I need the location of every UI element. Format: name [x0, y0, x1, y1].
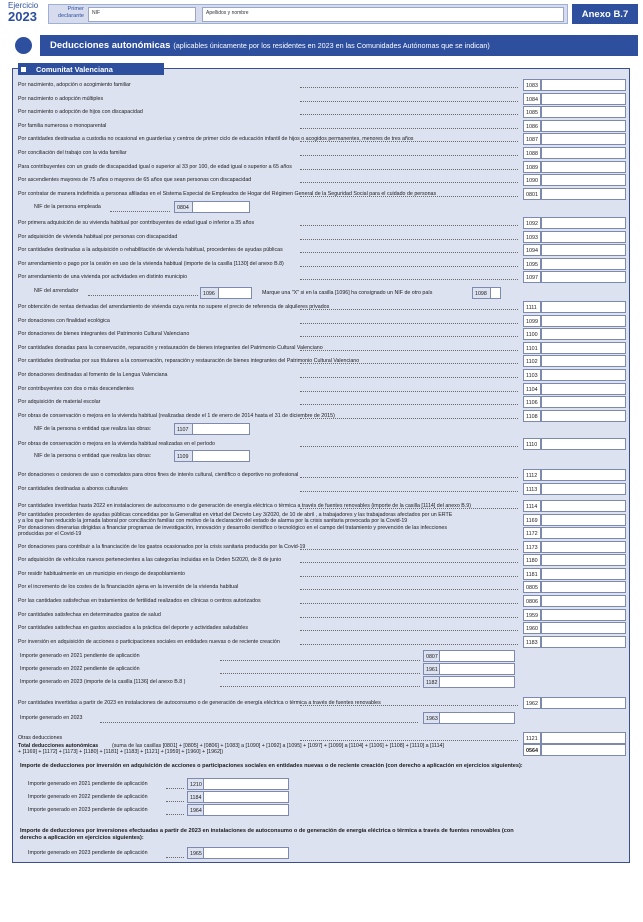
- title-main: Deducciones autonómicas: [50, 40, 171, 51]
- row-1180-label: Por adquisición de vehículos nuevos pertenecientes a las categorías incluidas en la Orden 5/2020, de 8 de junio: [18, 557, 282, 564]
- row-1086-input[interactable]: [541, 120, 626, 132]
- erte-line2: y a los que han reducido la jornada laboral por conciliación familiar con motivo de la declaración del estado de alarma por la crisis sanitaria provocada por la Covid-19: [18, 518, 408, 525]
- row-1094-input[interactable]: [541, 244, 626, 256]
- row-1102-code: 1102: [523, 355, 541, 367]
- renovables-code: 1965: [187, 847, 203, 859]
- row-1110-leader: [300, 446, 518, 447]
- row-1084-input[interactable]: [541, 93, 626, 105]
- row-1089-label: Para contribuyentes con un grado de discapacidad igual o superior al 33 por 100, de edad igual o superior a 65 años: [18, 163, 292, 170]
- row-1095-label: Por arrendamiento o pago por la cesión en uso de la vivienda habitual (importe de la casilla [1130] del anexo B.8): [18, 260, 284, 267]
- row-1102-input[interactable]: [541, 355, 626, 367]
- row-1113-leader: [300, 491, 518, 492]
- row-1085-code: 1085: [523, 106, 541, 118]
- row-1090-leader: [300, 182, 518, 183]
- row-1101-code: 1101: [523, 342, 541, 354]
- row-1086-label: Por familia numerosa o monoparental: [18, 122, 107, 129]
- row-1173-input[interactable]: [541, 541, 626, 553]
- row-1181-input[interactable]: [541, 568, 626, 580]
- row-1103-code: 1103: [523, 369, 541, 381]
- renovables-input[interactable]: [203, 847, 289, 859]
- importe-a-0-code: 0807: [423, 650, 439, 662]
- row-1095-input[interactable]: [541, 258, 626, 270]
- erte-line1: Por cantidades procedentes de ayudas públicas concedidas por la Generalitat en virtud del Decreto Ley 3/2020, de 10 de abril , a trabajadores y las trabajadoras afectados por un ERTE: [18, 512, 453, 519]
- row-0801-label: Por contratar de manera indefinida a personas afiliadas en el Sistema Especial de Empleados de Hogar del Régimen General de la Seguridad Social para el cuidado de personas: [18, 190, 437, 197]
- importe-a-2-code: 1182: [423, 676, 439, 688]
- row-0806-leader: [300, 603, 518, 604]
- importe-a-0-input[interactable]: [439, 650, 515, 662]
- row-1088-label: Por conciliación del trabajo con la vida familiar: [18, 150, 127, 156]
- row-1111-input[interactable]: [541, 301, 626, 313]
- row-1108-input[interactable]: [541, 410, 626, 422]
- row-1101-label: Por cantidades donadas para la conservación, reparación y restauración de bienes integrantes del Patrimonio Cultural Valenciano: [18, 344, 323, 351]
- row-0805-label: Por el incremento de los costes de la financiación ajena en la inversión de la vivienda habitual: [18, 584, 239, 591]
- nif-field[interactable]: [88, 7, 196, 22]
- row-1100-label: Por donaciones de bienes integrantes del Patrimonio Cultural Valenciano: [18, 331, 190, 338]
- row-1108-code: 1108: [523, 410, 541, 422]
- ejercicio-label: Ejercicio: [8, 1, 39, 10]
- row-1960-input[interactable]: [541, 622, 626, 634]
- importe-a-0-label: Importe generado en 2021 pendiente de aplicación: [20, 653, 140, 660]
- row-1093-label: Por adquisición de vivienda habitual por personas con discapacidad: [18, 233, 178, 240]
- importe-a-2-input[interactable]: [439, 676, 515, 688]
- nif-obras2-label: NIF de la persona o entidad que realiza las obras:: [34, 453, 152, 460]
- row-1111-label: Por obtención de rentas derivadas del arrendamiento de vivienda cuya renta no supere el precio de referencia de alquileres privados: [18, 303, 330, 310]
- row-1086-code: 1086: [523, 120, 541, 132]
- row-1183-input[interactable]: [541, 636, 626, 648]
- row-1083-input[interactable]: [541, 79, 626, 91]
- covid-line2: producidas por el Covid-19: [18, 530, 82, 537]
- row-1121-code: 1121: [523, 732, 541, 744]
- row-1093-input[interactable]: [541, 231, 626, 243]
- row-1100-input[interactable]: [541, 328, 626, 340]
- acciones-title: Importe de deducciones por inversión en adquisición de acciones o participaciones sociales en entidades nuevas o de reciente creación (con derecho a aplicación en ejercicios siguientes):: [20, 763, 523, 770]
- acciones-2-code: 1964: [187, 804, 203, 816]
- row-1094-label: Por cantidades destinadas a la adquisición o rehabilitación de vivienda habitual, procedentes de ayudas públicas: [18, 247, 283, 254]
- marque-label: Marque una "X" si en la casilla [1096] ha consignado un NIF de otro país: [262, 289, 433, 296]
- row-1095-code: 1095: [523, 258, 541, 270]
- nif-obras2-input[interactable]: [192, 450, 250, 462]
- importe-a-1-code: 1961: [423, 663, 439, 675]
- row-1083-code: 1083: [523, 79, 541, 91]
- row-1099-input[interactable]: [541, 315, 626, 327]
- row-1104-label: Por contribuyentes con dos o más descendientes: [18, 385, 134, 392]
- row-1104-leader: [300, 391, 518, 392]
- row-1095-leader: [300, 266, 518, 267]
- nif-label: NIF: [92, 10, 101, 16]
- row-1085-leader: [300, 114, 518, 115]
- row-1173-leader: [300, 549, 518, 550]
- row-1108-label: Por obras de conservación o mejora en la vivienda habitual (realizadas desde el 1 de enero de 2014 hasta el 31 de diciembre de 2015): [18, 412, 335, 419]
- row-1106-input[interactable]: [541, 396, 626, 408]
- row-1962-code: 1962: [523, 697, 541, 709]
- row-1089-leader: [300, 169, 518, 170]
- total-code: 0564: [523, 744, 541, 756]
- acciones-0-leader: [166, 788, 184, 789]
- acciones-2-input[interactable]: [203, 804, 289, 816]
- nif-empleada-label: NIF de la persona empleada: [34, 204, 101, 211]
- apellidos-field[interactable]: [202, 7, 564, 22]
- row-1173-label: Por donaciones para contribuir a la financiación de los gastos ocasionados por la crisis sanitaria producida por la Covid-19: [18, 543, 306, 550]
- row-1113-code: 1113: [523, 483, 541, 495]
- importe-a-1-label: Importe generado en 2022 pendiente de aplicación: [20, 666, 140, 673]
- year: 2023: [8, 9, 37, 24]
- row-1113-input[interactable]: [541, 483, 626, 495]
- importe-2023-leader: [100, 722, 418, 723]
- row-1960-label: Por cantidades satisfechas en gastos asociados a la práctica del deporte y actividades saludables: [18, 625, 248, 632]
- arrendador-code: 1096: [200, 287, 218, 299]
- importe-a-2-leader: [220, 686, 420, 687]
- nif-obras1-code: 1107: [174, 423, 192, 435]
- row-1183-label: Por inversión en adquisición de acciones o participaciones sociales en entidades nuevas o de reciente creación: [18, 638, 280, 645]
- row-1114-input[interactable]: [541, 500, 626, 512]
- row-1084-leader: [300, 101, 518, 102]
- row-1110-code: 1110: [523, 438, 541, 450]
- row-1169-input[interactable]: [541, 514, 626, 526]
- acciones-0-label: Importe generado en 2021 pendiente de aplicación: [28, 781, 148, 788]
- row-1100-code: 1100: [523, 328, 541, 340]
- row-1114-label: Por cantidades invertidas hasta 2022 en instalaciones de autoconsumo o de generación de energía eléctrica o térmica a través de fuentes renovables (importe de la casilla [1114] del anexo B.9): [18, 502, 471, 509]
- row-1960-leader: [300, 630, 518, 631]
- row-1084-code: 1084: [523, 93, 541, 105]
- acciones-0-code: 1210: [187, 778, 203, 790]
- row-1112-input[interactable]: [541, 469, 626, 481]
- apellidos-label: Apellidos y nombre: [206, 10, 249, 16]
- row-1104-code: 1104: [523, 383, 541, 395]
- row-1102-label: Por cantidades destinadas por sus titulares a la conservación, reparación y restauración de bienes integrantes del Patrimonio Cultural Valenciano: [18, 358, 360, 365]
- row-1100-leader: [300, 336, 518, 337]
- row-1962-label: Por cantidades invertidas a partir de 2023 en instalaciones de autoconsumo o de generación de energía eléctrica o térmica a través de fuentes renovables: [18, 700, 381, 707]
- row-1094-leader: [300, 252, 518, 253]
- row-1092-leader: [300, 225, 518, 226]
- row-0806-input[interactable]: [541, 595, 626, 607]
- nif-obras1-input[interactable]: [192, 423, 250, 435]
- row-1101-leader: [300, 350, 518, 351]
- row-1181-code: 1181: [523, 568, 541, 580]
- row-1097-leader: [300, 279, 518, 280]
- row-1959-leader: [300, 617, 518, 618]
- row-1111-code: 1111: [523, 301, 541, 313]
- row-1114-leader: [300, 508, 518, 509]
- row-1088-leader: [300, 155, 518, 156]
- title-sub: (aplicables únicamente por los residentes en 2023 en las Comunidades Autónomas que se indican): [173, 41, 490, 50]
- row-1114-code: 1114: [523, 500, 541, 512]
- row-1121-leader: [300, 740, 518, 741]
- total-line2: + [1169] + [1172] + [1173] + [1180] + [1181] + [1183] + [1121] + [1959] + [1960] + [1962]): [18, 749, 224, 756]
- importe-2023-input[interactable]: [439, 712, 515, 724]
- row-1092-label: Por primera adquisición de su vivienda habitual por contribuyentes de edad igual o inferior a 35 años: [18, 219, 255, 226]
- row-0801-code: 0801: [523, 188, 541, 200]
- total-input[interactable]: [541, 744, 626, 756]
- row-1169-code: 1169: [523, 514, 541, 526]
- row-0801-leader: [300, 196, 518, 197]
- nif-empleada-leader: [110, 211, 170, 212]
- row-1106-label: Por adquisición de material escolar: [18, 399, 101, 406]
- row-1110-label: Por obras de conservación o mejora en la vivienda habitual realizadas en el período: [18, 441, 215, 448]
- row-1090-input[interactable]: [541, 174, 626, 186]
- row-1110-input[interactable]: [541, 438, 626, 450]
- row-1959-label: Por cantidades satisfechas en determinados gastos de salud: [18, 611, 161, 618]
- row-1099-code: 1099: [523, 315, 541, 327]
- row-1088-input[interactable]: [541, 147, 626, 159]
- total-label: Total deducciones autonómicas: [18, 743, 99, 750]
- row-1183-leader: [300, 644, 518, 645]
- row-1106-leader: [300, 404, 518, 405]
- row-1180-leader: [300, 562, 518, 563]
- row-1089-code: 1089: [523, 161, 541, 173]
- acciones-1-label: Importe generado en 2022 pendiente de aplicación: [28, 794, 148, 801]
- acciones-2-label: Importe generado en 2023 pendiente de aplicación: [28, 807, 148, 814]
- row-1093-leader: [300, 239, 518, 240]
- arrendador-input[interactable]: [218, 287, 252, 299]
- row-1097-label: Por arrendamiento de una vivienda por actividades en distinto municipio: [18, 274, 188, 281]
- row-1106-code: 1106: [523, 396, 541, 408]
- row-1121-input[interactable]: [541, 732, 626, 744]
- row-1180-code: 1180: [523, 554, 541, 566]
- nif-empleada-input[interactable]: [192, 201, 250, 213]
- row-1103-label: Por donaciones destinadas al fomento de la Lengua Valenciana: [18, 371, 168, 378]
- row-0805-input[interactable]: [541, 581, 626, 593]
- row-0805-code: 0805: [523, 581, 541, 593]
- anexo-badge: Anexo B.7: [572, 4, 638, 24]
- row-1088-code: 1088: [523, 147, 541, 159]
- row-1090-code: 1090: [523, 174, 541, 186]
- row-1183-code: 1183: [523, 636, 541, 648]
- marque-checkbox[interactable]: [490, 287, 501, 299]
- renovables-leader: [166, 857, 184, 858]
- importe-2023-code: 1963: [423, 712, 439, 724]
- row-1090-label: Por ascendientes mayores de 75 años o mayores de 65 años que sean personas con discapacidad: [18, 177, 252, 184]
- nif-obras1-label: NIF de la persona o entidad que realiza las obras:: [34, 426, 152, 433]
- row-1121-label: Otras deducciones: [18, 735, 63, 742]
- row-1099-label: Por donaciones con finalidad ecológica: [18, 317, 110, 324]
- row-1181-label: Por residir habitualmente en un municipio en riesgo de despoblamiento: [18, 570, 185, 577]
- row-1086-leader: [300, 128, 518, 129]
- covid-line1: Por donaciones dinerarias dirigidas a financiar programas de investigación, innovación y desarrollo científico o tecnológico en el campo del tratamiento y prevención de las infecciones: [18, 524, 447, 531]
- bullet-icon: [15, 37, 32, 54]
- importe-a-0-leader: [220, 660, 420, 661]
- row-1097-input[interactable]: [541, 271, 626, 283]
- marque-code: 1098: [472, 287, 490, 299]
- row-1181-leader: [300, 576, 518, 577]
- row-1172-input[interactable]: [541, 527, 626, 539]
- row-1087-leader: [300, 141, 518, 142]
- row-1180-input[interactable]: [541, 554, 626, 566]
- row-1960-code: 1960: [523, 622, 541, 634]
- renovables-title: Importe de deducciones por inversiones efectuadas a partir de 2023 en instalaciones de autoconsumo o de generación de energía eléctrica o térmica a través de fuentes renovables (con derecho a aplicación en ejercicios siguientes):: [20, 828, 514, 842]
- row-1085-label: Por nacimiento o adopción de hijos con discapacidad: [18, 109, 143, 116]
- row-1102-leader: [300, 363, 518, 364]
- nif-obras2-code: 1109: [174, 450, 192, 462]
- region-tab: [18, 63, 164, 75]
- row-1103-input[interactable]: [541, 369, 626, 381]
- row-1089-input[interactable]: [541, 161, 626, 173]
- row-1108-leader: [300, 418, 518, 419]
- importe-a-1-input[interactable]: [439, 663, 515, 675]
- acciones-1-input[interactable]: [203, 791, 289, 803]
- row-1094-code: 1094: [523, 244, 541, 256]
- row-1112-leader: [300, 477, 518, 478]
- row-1083-label: Por nacimiento, adopción o acogimiento familiar: [18, 82, 131, 88]
- row-1962-leader: [300, 705, 518, 706]
- row-1173-code: 1173: [523, 541, 541, 553]
- region-label: Comunitat Valenciana: [36, 64, 113, 74]
- arrendador-label: NIF del arrendador: [34, 287, 79, 294]
- acciones-1-leader: [166, 801, 184, 802]
- row-1083-leader: [300, 87, 518, 88]
- importe-2023-label: Importe generado en 2023: [20, 715, 83, 722]
- row-1084-label: Por nacimiento o adopción múltiples: [18, 95, 104, 102]
- row-0806-code: 0806: [523, 595, 541, 607]
- acciones-2-leader: [166, 814, 184, 815]
- row-1087-input[interactable]: [541, 133, 626, 145]
- arrendador-leader: [88, 295, 198, 296]
- importe-a-1-leader: [220, 673, 420, 674]
- row-0806-label: Por las cantidades satisfechas en tratamientos de fertilidad realizados en clínicas o centros autorizados: [18, 598, 261, 604]
- row-1112-code: 1112: [523, 469, 541, 481]
- row-1962-input[interactable]: [541, 697, 626, 709]
- row-1172-code: 1172: [523, 527, 541, 539]
- row-1104-input[interactable]: [541, 383, 626, 395]
- acciones-0-input[interactable]: [203, 778, 289, 790]
- row-1113-label: Por cantidades destinadas a abonos culturales: [18, 485, 128, 492]
- row-1103-leader: [300, 377, 518, 378]
- total-line1: (suma de las casillas [0801] + [0805] + [0806] + [1083] a [1090] + [1092] a [1095] + [1097] + [1099] a [1104] + [1106] + [1108] + [1110] a [1114]: [112, 743, 444, 750]
- row-1101-input[interactable]: [541, 342, 626, 354]
- row-0801-input[interactable]: [541, 188, 626, 200]
- row-1092-input[interactable]: [541, 217, 626, 229]
- row-0805-leader: [300, 589, 518, 590]
- row-1092-code: 1092: [523, 217, 541, 229]
- row-1085-input[interactable]: [541, 106, 626, 118]
- primer-declarante-label: Primer declarante: [57, 6, 84, 19]
- row-1093-code: 1093: [523, 231, 541, 243]
- section-title: [40, 35, 638, 56]
- row-1087-code: 1087: [523, 133, 541, 145]
- row-1959-input[interactable]: [541, 609, 626, 621]
- nif-empleada-code: 0804: [174, 201, 192, 213]
- row-1959-code: 1959: [523, 609, 541, 621]
- row-1112-label: Por donaciones o cesiones de uso o comodatos para otros fines de interés cultural, científico o deportivo no profesional: [18, 472, 299, 479]
- square-icon: [21, 67, 26, 72]
- row-1097-code: 1097: [523, 271, 541, 283]
- row-1099-leader: [300, 323, 518, 324]
- renovables-label: Importe generado en 2023 pendiente de aplicación: [28, 850, 148, 857]
- importe-a-2-label: Importe generado en 2023 (importe de la casilla [1136] del anexo B.8 ): [20, 679, 186, 686]
- acciones-1-code: 1184: [187, 791, 203, 803]
- row-1087-label: Por cantidades destinadas a custodia no ocasional en guarderías y centros de primer ciclo de educación infantil de hijos o acogidos permanentes, menores de tres años: [18, 136, 414, 143]
- row-1111-leader: [300, 309, 518, 310]
